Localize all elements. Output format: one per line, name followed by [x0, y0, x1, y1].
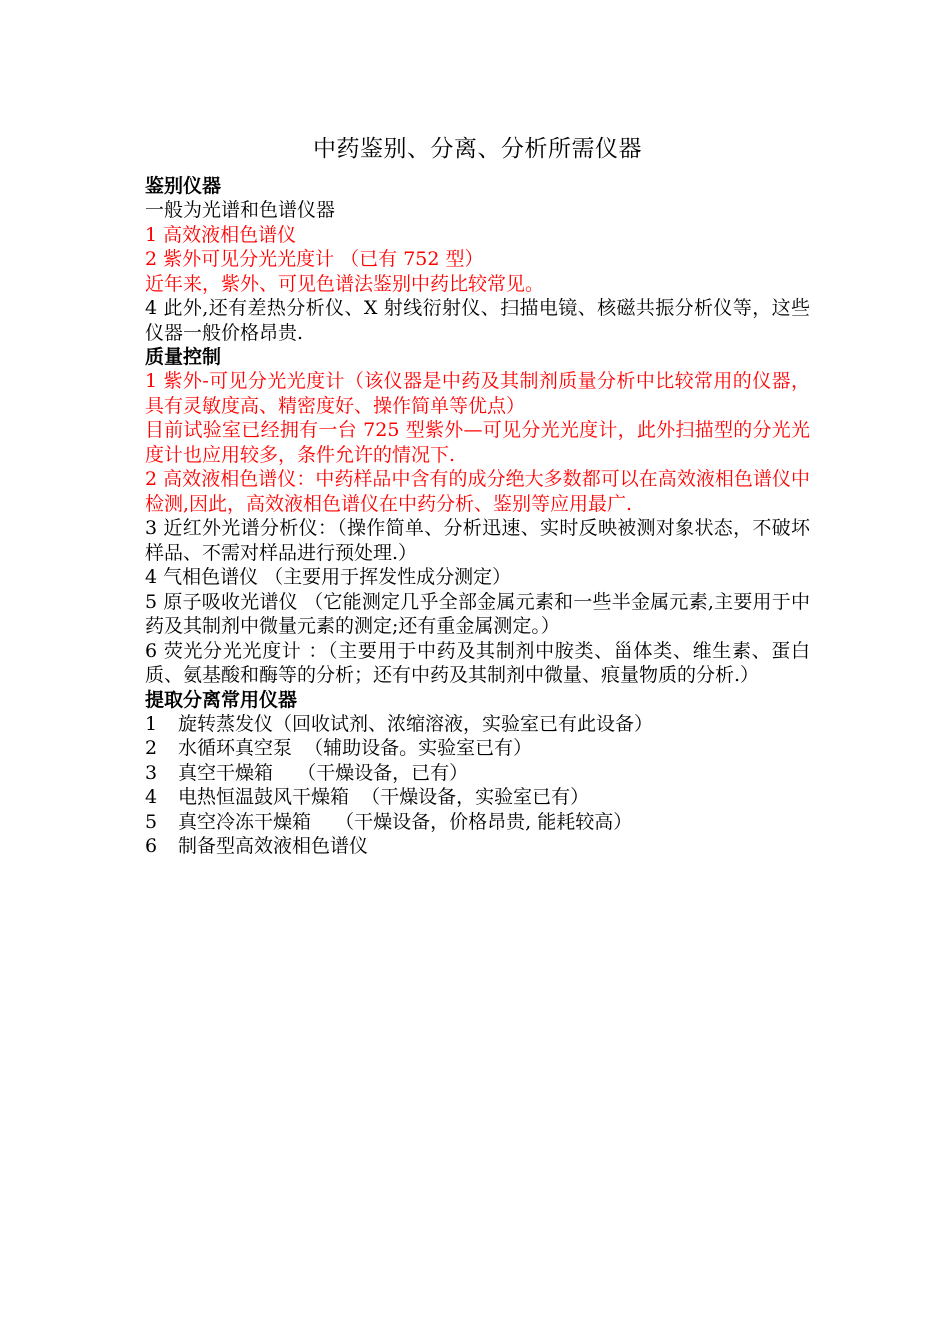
section-heading: 提取分离常用仪器 — [145, 688, 298, 711]
document-page — [145, 130, 810, 859]
section-extraction — [145, 688, 810, 859]
document-title: 中药鉴别、分离、分析所需仪器 — [313, 136, 642, 162]
list-item — [145, 834, 810, 859]
list-item-number: 5 — [145, 810, 158, 833]
list-item — [145, 761, 810, 786]
list-item-text: 旋转蒸发仪（回收试剂、浓缩溶液，实验室已有此设备） — [178, 712, 654, 735]
paragraph: 2 紫外可见分光光度计 （已有 752 型） — [145, 248, 484, 270]
list-item-text: 真空干燥箱 （干燥设备，已有） — [178, 761, 469, 784]
paragraph: 2 高效液相色谱仪：中药样品中含有的成分绝大多数都可以在高效液相色谱仪中检测,因此，高效液相色谱仪在中药分析、鉴别等应用最广. — [145, 468, 810, 515]
paragraph: 一般为光谱和色谱仪器 — [145, 199, 336, 221]
paragraph: 4 气相色谱仪 （主要用于挥发性成分测定） — [145, 566, 512, 588]
section-quality-control — [145, 345, 810, 688]
list-item-number: 1 — [145, 712, 158, 735]
paragraph: 1 紫外-可见分光光度计（该仪器是中药及其制剂质量分析中比较常用的仪器，具有灵敏度高、精密度好、操作简单等优点） — [145, 370, 810, 417]
list-item-text: 真空冷冻干燥箱 （干燥设备，价格昂贵, 能耗较高） — [178, 810, 633, 833]
section-heading: 质量控制 — [145, 346, 222, 368]
paragraph: 6 荧光分光光度计 ：（主要用于中药及其制剂中胺类、甾体类、维生素、蛋白质、氨基酸和酶等的分析；还有中药及其制剂中微量、痕量物质的分析.） — [145, 639, 810, 686]
paragraph: 1 高效液相色谱仪 — [145, 223, 297, 246]
section-heading: 鉴别仪器 — [145, 175, 222, 197]
paragraph: 近年来，紫外、可见色谱法鉴别中药比较常见。 — [145, 272, 545, 295]
paragraph: 5 原子吸收光谱仪 （它能测定几乎全部金属元素和一些半金属元素,主要用于中药及其制剂中微量元素的测定;还有重金属测定。） — [145, 590, 810, 637]
paragraph: 3 近红外光谱分析仪：（操作简单、分析迅速、实时反映被测对象状态，不破坏样品、不需对样品进行预处理.） — [145, 517, 810, 564]
list-item-text: 制备型高效液相色谱仪 — [178, 835, 369, 857]
list-item-number: 2 — [145, 737, 158, 759]
list-item-number: 3 — [145, 761, 158, 784]
section-identification — [145, 174, 810, 345]
paragraph: 目前试验室已经拥有一台 725 型紫外—可见分光光度计，此外扫描型的分光光度计也应用较多，条件允许的情况下. — [145, 419, 810, 466]
paragraph: 4 此外,还有差热分析仪、X 射线衍射仪、扫描电镜、核磁共振分析仪等，这些仪器一般价格昂贵. — [145, 297, 810, 344]
list-item-text: 电热恒温鼓风干燥箱 （干燥设备，实验室已有） — [178, 786, 590, 808]
list-item-text: 水循环真空泵 （辅助设备。实验室已有） — [178, 737, 533, 759]
list-item-number: 6 — [145, 835, 158, 857]
list-item — [145, 712, 810, 737]
list-item — [145, 785, 810, 810]
list-item — [145, 810, 810, 835]
list-item-number: 4 — [145, 786, 158, 808]
list-item — [145, 736, 810, 761]
